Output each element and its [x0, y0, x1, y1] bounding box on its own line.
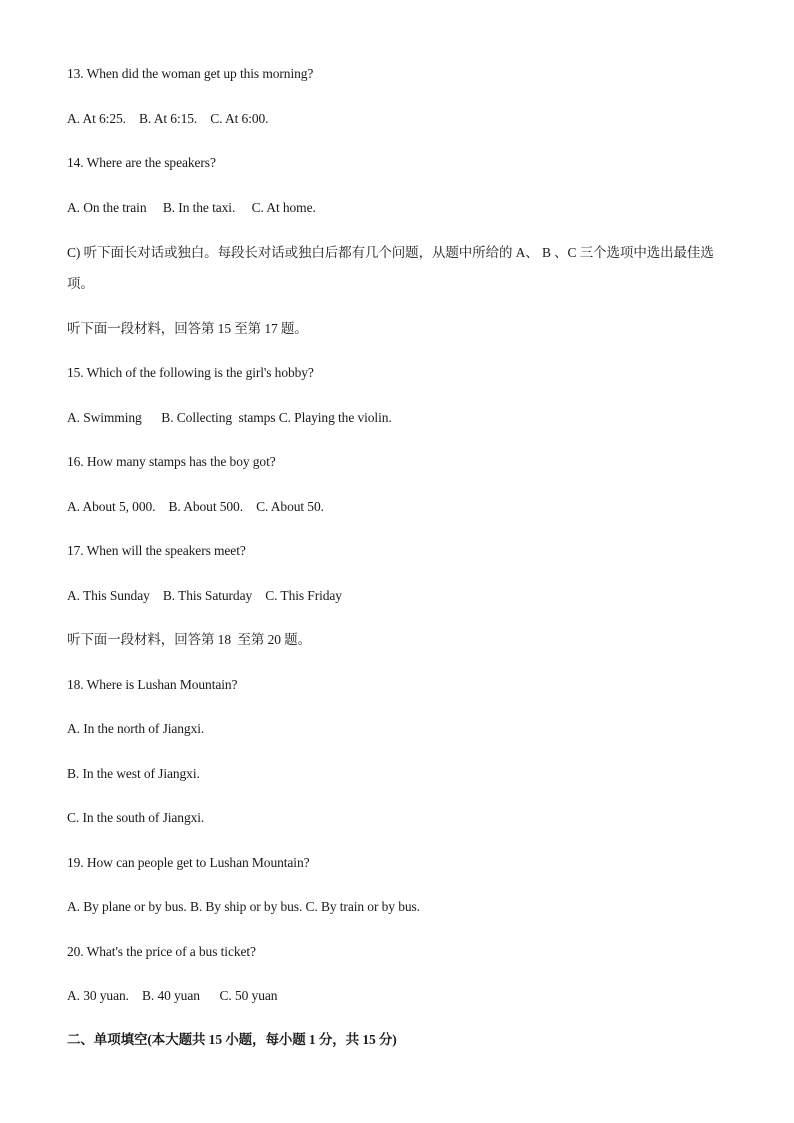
question-19-options: A. By plane or by bus. B. By ship or by bus. C. By train or by bus.	[67, 899, 420, 914]
question-14: 14. Where are the speakers?	[67, 155, 216, 170]
question-20-options: A. 30 yuan. B. 40 yuan C. 50 yuan	[67, 988, 278, 1003]
question-18-option-c: C. In the south of Jiangxi.	[67, 810, 205, 825]
passage-instruction-15-17: 听下面一段材料，回答第 15 至第 17 题。	[67, 321, 308, 336]
question-18-option-b: B. In the west of Jiangxi.	[67, 766, 200, 781]
question-16-options: A. About 5, 000. B. About 500. C. About 50.	[67, 499, 324, 514]
question-19: 19. How can people get to Lushan Mountain?	[67, 855, 310, 870]
question-16: 16. How many stamps has the boy got?	[67, 454, 276, 469]
question-18-option-a: A. In the north of Jiangxi.	[67, 721, 205, 736]
passage-instruction-18-20: 听下面一段材料，回答第 18 至第 20 题。	[67, 632, 311, 647]
question-18: 18. Where is Lushan Mountain?	[67, 677, 238, 692]
question-15: 15. Which of the following is the girl's hobby?	[67, 365, 314, 380]
question-17: 17. When will the speakers meet?	[67, 543, 246, 558]
question-15-options: A. Swimming B. Collecting stamps C. Playing the violin.	[67, 410, 392, 425]
question-17-options: A. This Sunday B. This Saturday C. This Friday	[67, 588, 342, 603]
question-13-options: A. At 6:25. B. At 6:15. C. At 6:00.	[67, 111, 269, 126]
question-14-options: A. On the train B. In the taxi. C. At home.	[67, 200, 316, 215]
question-20: 20. What's the price of a bus ticket?	[67, 944, 256, 959]
section-c-instructions: C) 听下面长对话或独白。每段长对话或独白后都有几个问题，从题中所给的 A、 B 、C 三个选项中选出最佳选项。	[67, 245, 714, 291]
question-13: 13. When did the woman get up this morning?	[67, 66, 314, 81]
section-2-heading: 二、单项填空(本大题共 15 小题，每小题 1 分，共 15 分)	[67, 1032, 397, 1047]
